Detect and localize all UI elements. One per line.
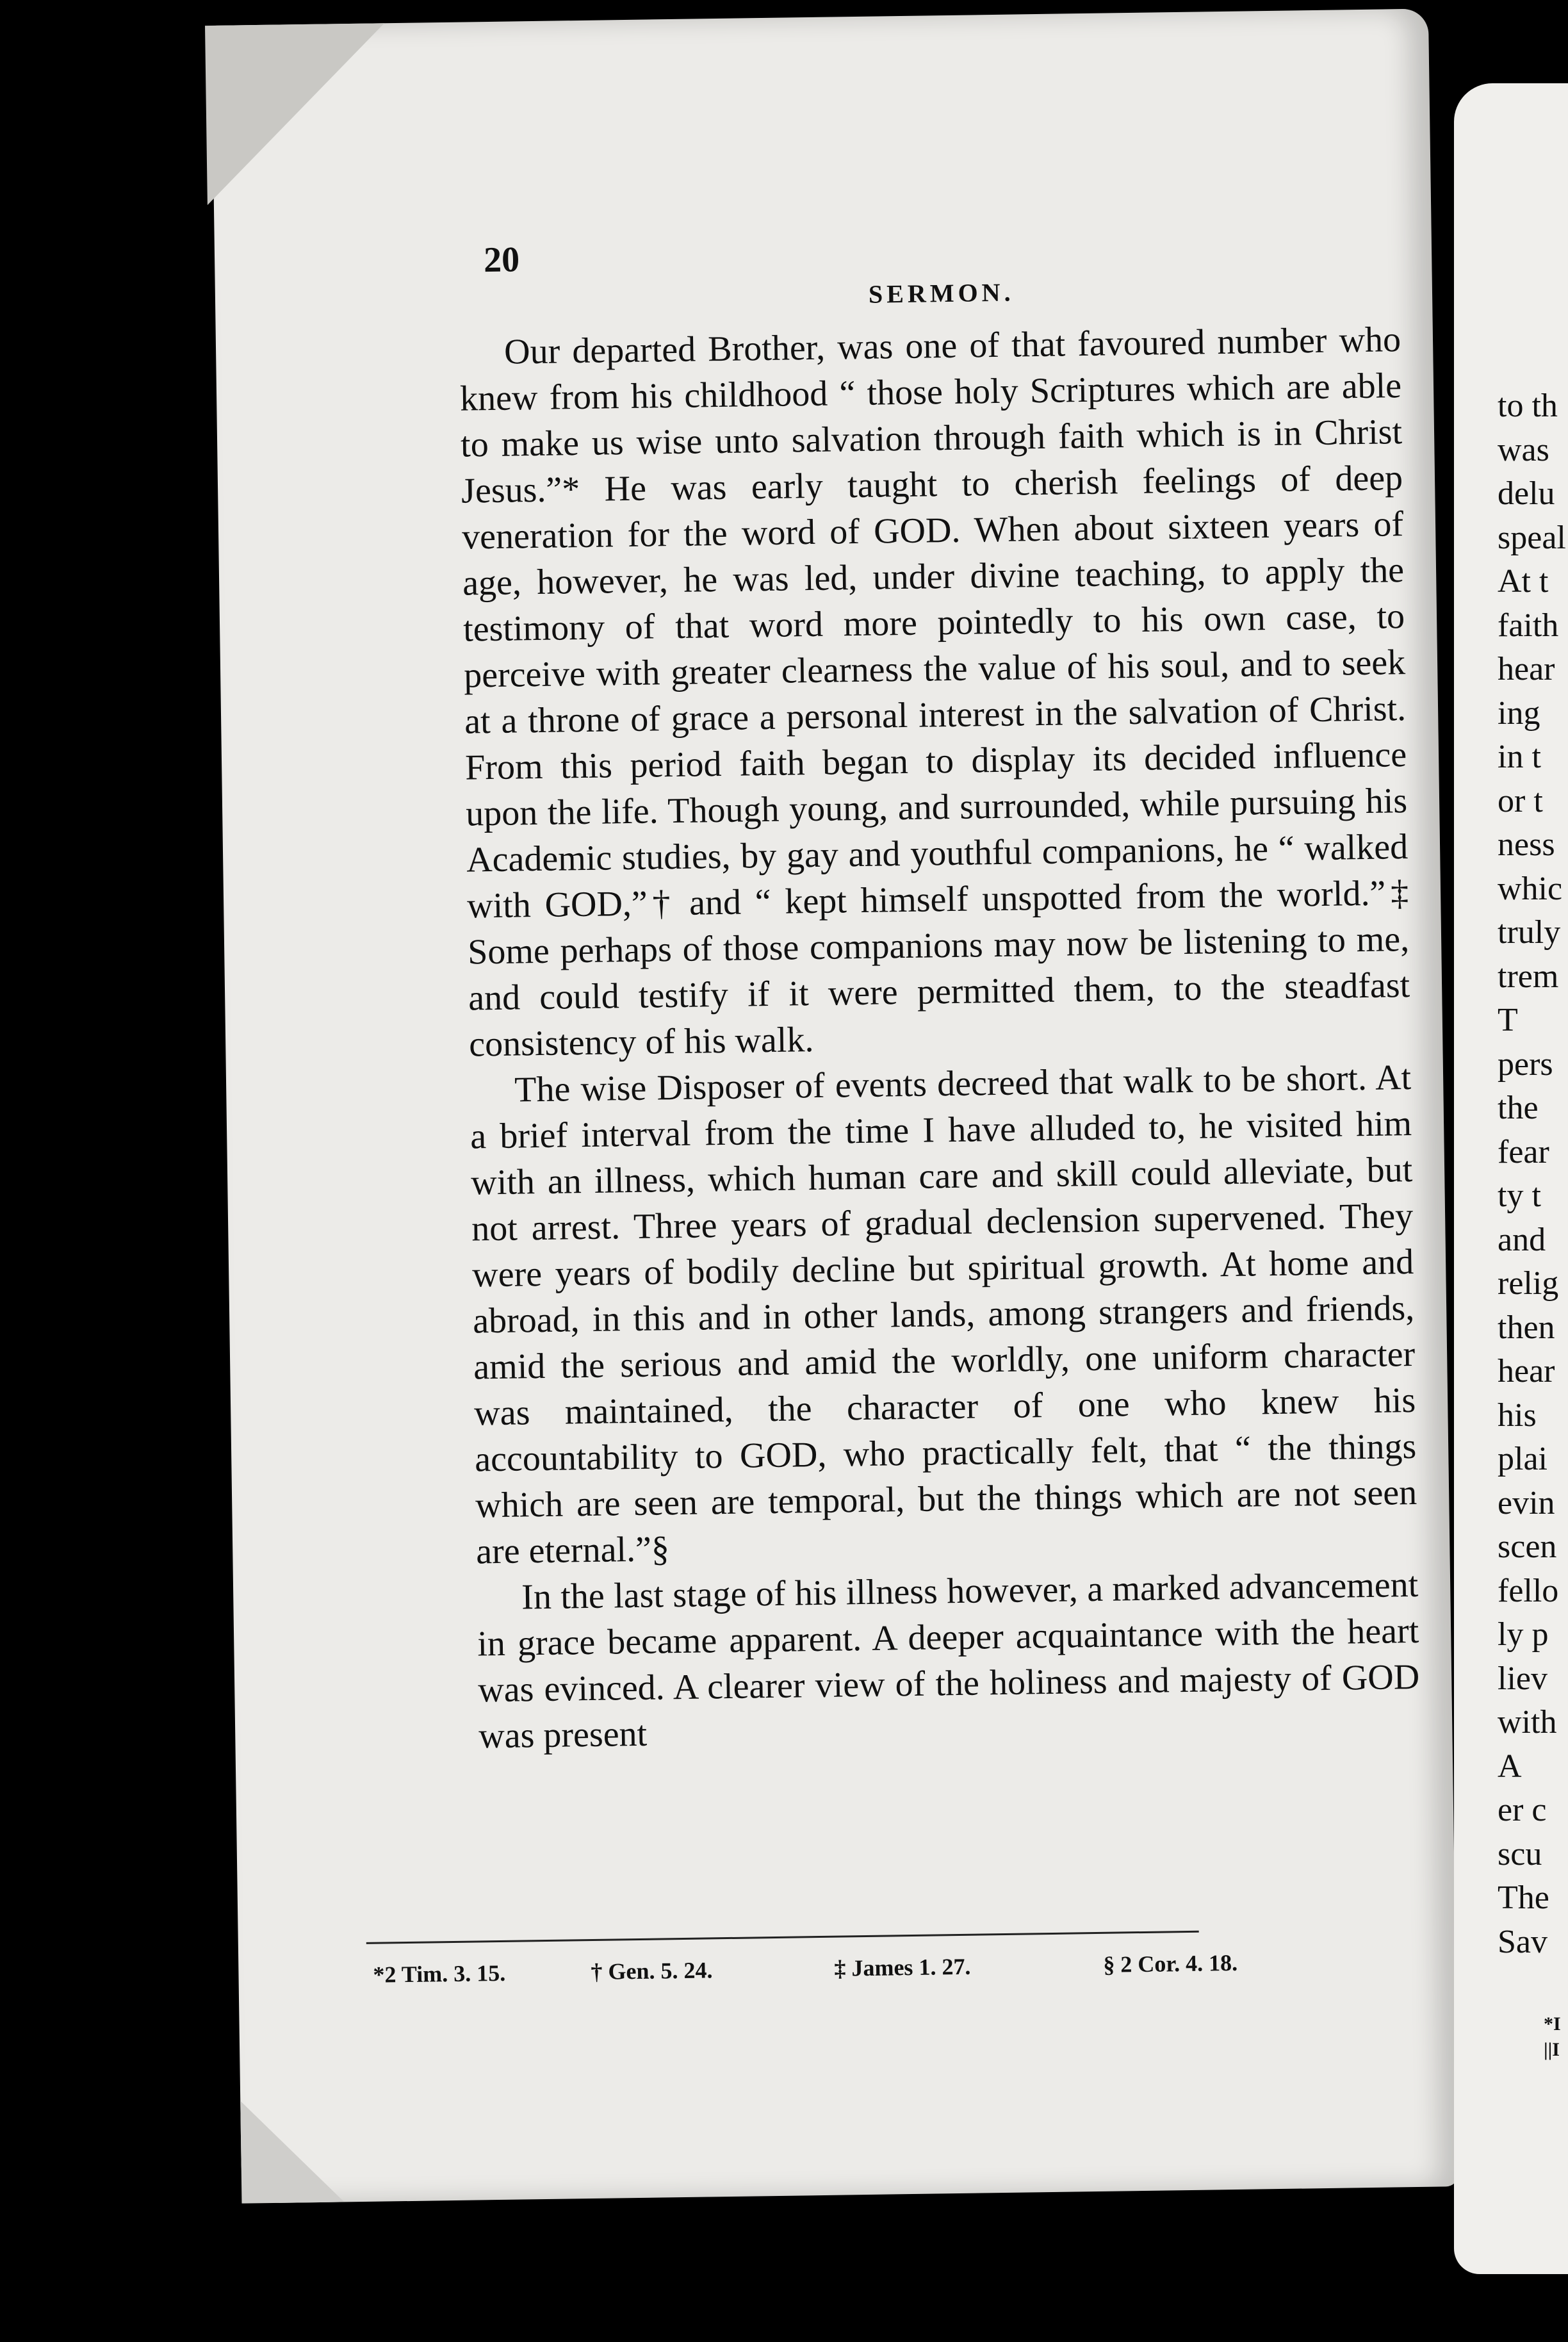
right-page-line: was: [1498, 431, 1549, 468]
right-page-footnote: *I: [1544, 2013, 1561, 2035]
right-page-line: or t: [1498, 782, 1543, 819]
right-page-line: his: [1498, 1396, 1537, 1434]
right-page-line: truly: [1498, 914, 1561, 951]
right-page-line: trem: [1498, 958, 1559, 995]
footnote: *2 Tim. 3. 15.: [373, 1960, 506, 1988]
paragraph: The wise Disposer of events decreed that walk to be short. At a brief interval from the time I have alluded to, he visited him with an illness, which human care and skill could alleviate, but not arrest. Three years of gradual declension supervened. They were years of bodily decline but spiritual growth. At home and abroad, in this and in other lands, among strangers and friends, amid the serious and amid the worldly, one uniform character was maintained, the character of one who knew his accountability to GOD, who practically felt, that “ the things which are seen are temporal, but the things which are not seen are eternal.”§: [470, 1058, 1417, 1572]
right-page-line: fello: [1498, 1572, 1559, 1609]
right-page-line: and: [1498, 1221, 1546, 1258]
right-page-line: scen: [1498, 1528, 1557, 1565]
right-page-line: the: [1498, 1090, 1539, 1126]
right-page-line: hear: [1498, 1353, 1555, 1389]
right-page-text: [1498, 384, 1568, 1964]
footnote: § 2 Cor. 4. 18.: [1103, 1949, 1238, 1978]
footnote: ‡ James 1. 27.: [834, 1953, 971, 1981]
right-page-line: liev: [1498, 1660, 1548, 1697]
right-page-line: Sav: [1498, 1923, 1548, 1960]
right-page-line: delu: [1498, 475, 1555, 512]
right-page-line: then: [1498, 1309, 1555, 1346]
paragraph: Our departed Brother, was one of that favoured number who knew from his childhood “ those holy Scriptures which are able to make us wise unto salvation through faith which is in Christ Jesus.”* He was early taught to cherish feelings of deep veneration for the word of GOD. When about sixteen years of age, however, he was led, under divine teaching, to apply the testimony of that word more pointedly to his own case, to perceive with greater clearness the value of his soul, and to seek at a throne of grace a personal interest in the salvation of Christ. From this period faith began to display its decided influence upon the life. Though young, and surrounded, while pursuing his Academic studies, by gay and youthful companions, he “ walked with GOD,”† and “ kept himself unspotted from the world.”‡ Some perhaps of those companions may now be listening to me, and could testify if it were permitted them, to the steadfast consistency of his walk.: [459, 320, 1410, 1065]
right-page-line: plai: [1498, 1441, 1548, 1477]
folded-corner-top: [205, 23, 387, 205]
footnote-rule: [366, 1931, 1199, 1944]
paragraph: In the last stage of his illness however, a marked advancement in grace became apparent. A deeper acquaintance with the heart was evinced. A clearer view of the holiness and majesty of GOD was present: [477, 1564, 1420, 1756]
running-head: SERMON.: [868, 277, 1015, 309]
right-page-line: speal: [1498, 519, 1566, 556]
right-page-line: faith: [1498, 607, 1559, 644]
right-page-line: ness: [1498, 826, 1555, 863]
right-page-line: A: [1498, 1748, 1522, 1785]
right-page-line: The: [1498, 1879, 1549, 1916]
left-page: [211, 8, 1458, 2203]
right-page-line: fear: [1498, 1133, 1549, 1170]
right-page-line: pers: [1498, 1045, 1553, 1083]
right-page-line: ty t: [1498, 1177, 1541, 1214]
right-page-footnote: ||I: [1544, 2039, 1560, 2060]
footnotes: [373, 1948, 1334, 1988]
right-page-line: whic: [1498, 870, 1563, 907]
folded-corner-bottom: [240, 2099, 344, 2203]
page-number: 20: [483, 240, 520, 281]
right-page-line: scu: [1498, 1835, 1542, 1872]
right-page-line: to th: [1498, 388, 1558, 424]
right-page-line: T: [1498, 1002, 1518, 1038]
right-page-line: in t: [1498, 739, 1541, 775]
right-page-line: with: [1498, 1704, 1557, 1740]
right-page-line: hear: [1498, 651, 1555, 687]
right-page-line: ing: [1498, 694, 1540, 732]
right-page-footnotes: [1544, 2011, 1561, 2063]
right-page-line: er c: [1498, 1792, 1547, 1828]
footnote: † Gen. 5. 24.: [591, 1957, 713, 1985]
right-page-line: evin: [1498, 1484, 1555, 1521]
right-page-line: ly p: [1498, 1616, 1549, 1653]
body-text: [459, 316, 1421, 1759]
right-page-line: At t: [1498, 563, 1549, 600]
right-page-line: relig: [1498, 1265, 1559, 1302]
